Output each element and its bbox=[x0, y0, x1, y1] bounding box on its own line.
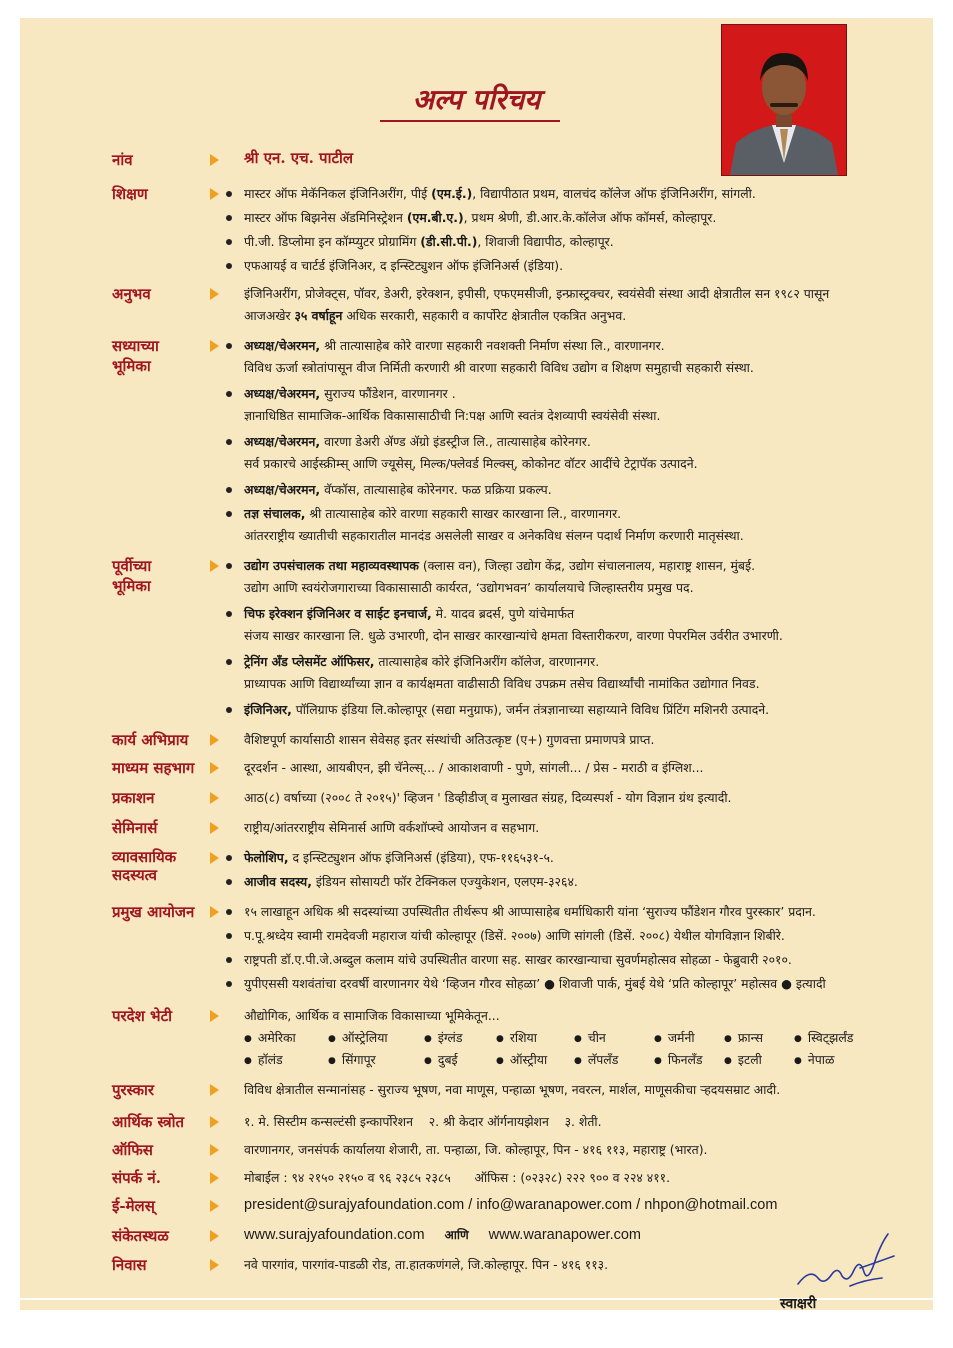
arrow-icon bbox=[210, 1230, 219, 1242]
arrow-icon bbox=[210, 906, 219, 918]
income-text: १. मे. सिस्टीम कन्सल्टंसी इन्कार्पोरेशन २. श्री केदार ऑर्गनायझेशन ३. शेती. bbox=[244, 1114, 602, 1129]
bullet-icon bbox=[226, 391, 232, 397]
role-title: चिफ इरेक्शन इंजिनिअर व साईट इनचार्ज, मे. यादव ब्रदर्स, पुणे यांचेमार्फत bbox=[244, 606, 575, 621]
name-value: श्री एन. एच. पाटील bbox=[244, 149, 354, 167]
and-text: आणि bbox=[444, 1228, 469, 1242]
bullet-icon bbox=[226, 191, 232, 197]
bullet-icon bbox=[226, 511, 232, 517]
membership-item: आजीव सदस्य, इंडियन सोसायटी फॉर टेक्निकल एज्युकेशन, एलएम-३२६४. bbox=[244, 874, 578, 889]
role-title: इंजिनिअर, पॉलिग्राफ इंडिया लि.कोल्हापूर (सद्या मनुग्राफ), जर्मन तंत्रज्ञानाच्या सहाय्याने विविध प्रिंटिंग मशिनरी उत्पादने. bbox=[244, 702, 770, 717]
bullet-icon bbox=[226, 487, 232, 493]
country-item: ● इंग्लंड bbox=[424, 1028, 462, 1050]
arrow-icon bbox=[210, 1144, 219, 1156]
role-description: विविध ऊर्जा स्त्रोतांपासून वीज निर्मिती करणारी श्री वारणा सहकारी विविध उद्योग व शिक्षण समुहाची सहकारी संस्था. bbox=[244, 360, 754, 375]
role-title: अध्यक्ष/चेअरमन, श्री तात्यासाहेब कोरे वारणा सहकारी नवशक्ती निर्माण संस्था लि., वारणानगर. bbox=[244, 338, 665, 353]
emails-text[interactable]: president@surajyafoundation.com / info@waranapower.com / nhpon@hotmail.com bbox=[244, 1197, 778, 1213]
work-appreciation-text: वैशिष्टपूर्ण कार्यासाठी शासन सेवेसह इतर संस्थांची अतिउत्कृष्ट (ए+) गुणवत्ता प्रमाणपत्रे प्राप्त. bbox=[244, 732, 655, 747]
country-list bbox=[244, 1028, 904, 1072]
experience-label: अनुभव bbox=[112, 285, 151, 303]
role-description: उद्योग आणि स्वयंरोजगाराच्या विकासासाठी कार्यरत, ‘उद्योगभवन’ कार्यालयाचे जिल्हास्तरीय प्रमुख पद. bbox=[244, 580, 694, 595]
websites-label: संकेतस्थळ bbox=[112, 1227, 169, 1245]
bullet-icon bbox=[226, 879, 232, 885]
publications-label: प्रकाशन bbox=[112, 789, 155, 807]
arrow-icon bbox=[210, 188, 219, 200]
media-text: दूरदर्शन - आस्था, आयबीएन, झी चॅनेल्स्... / आकाशवाणी - पुणे, सांगली... / प्रेस - मराठी व इंग्लिश... bbox=[244, 760, 704, 775]
role-title: तज्ञ संचालक, श्री तात्यासाहेब कोरे वारणा सहकारी साखर कारखाना लि., वारणानगर. bbox=[244, 506, 622, 521]
income-label: आर्थिक स्त्रोत bbox=[112, 1113, 185, 1131]
role-description: ज्ञानाधिष्ठित सामाजिक-आर्थिक विकासासाठीची नि:पक्ष आणि स्वतंत्र देशव्यापी स्वयंसेवी संस्था. bbox=[244, 408, 661, 423]
arrow-icon bbox=[210, 560, 219, 572]
seminars-label: सेमिनार्स bbox=[112, 819, 158, 837]
arrow-icon bbox=[210, 1116, 219, 1128]
event-item: युपीएससी यशवंतांचा दरवर्षी वारणानगर येथे ‘व्हिजन गौरव सोहळा’ ● शिवाजी पार्क, मुंबई येथे ‘प्रति कोल्हापूर’ महोत्सव ● इत्यादी bbox=[244, 976, 826, 991]
residence-text: नवे पारगांव, पारगांव-पाडळी रोड, ता.हातकणंगले, जि.कोल्हापूर. पिन - ४१६ ११३. bbox=[244, 1257, 609, 1272]
contact-label: संपर्क नं. bbox=[112, 1169, 161, 1187]
country-item: ● अमेरिका bbox=[244, 1028, 296, 1050]
arrow-icon bbox=[210, 1200, 219, 1212]
arrow-icon bbox=[210, 1010, 219, 1022]
bullet-icon bbox=[226, 563, 232, 569]
role-description: प्राध्यापक आणि विद्यार्थ्यांच्या ज्ञान व कार्यक्षमता वाढीसाठी विविध उपक्रम तसेच विद्यार्थ्यांची नामांकित उद्योगात निवड. bbox=[244, 676, 760, 691]
education-item: मास्टर ऑफ मेकॅनिकल इंजिनिअरींग, पीई (एम.ई.), विद्यापीठात प्रथम, वालचंद कॉलेज ऑफ इंजिनिअरींग, सांगली. bbox=[244, 186, 756, 201]
experience-line: इंजिनिअरींग, प्रोजेक्ट्स, पॉवर, डेअरी, इरेक्शन, इपीसी, एफएमसीजी, इन्फ्रास्ट्रक्चर, स्वयंसेवी संस्था आदी क्षेत्रातील सन १९८२ पासून bbox=[244, 286, 830, 301]
bullet-icon bbox=[226, 933, 232, 939]
country-item: ● दुबई bbox=[424, 1050, 458, 1072]
education-label: शिक्षण bbox=[112, 185, 148, 203]
bullet-icon bbox=[226, 981, 232, 987]
arrow-icon bbox=[210, 340, 219, 352]
bullet-icon bbox=[226, 263, 232, 269]
country-item: ● लॅपलॅंड bbox=[574, 1050, 618, 1072]
awards-text: विविध क्षेत्रातील सन्मानांसह - सुराज्य भूषण, नवा माणूस, पन्हाळा भूषण, नवरत्न, मार्शल, माणूसकीचा ऱ्हदयसम्राट आदी. bbox=[244, 1082, 781, 1097]
country-item: ● ऑस्ट्रेलिया bbox=[328, 1028, 388, 1050]
contact-text: मोबाईल : ९४ २१५० २१५० व ९६ २३८५ २३८५ ऑफिस : (०२३२८) २२२ ९०० व २२४ ४११. bbox=[244, 1170, 671, 1185]
bullet-icon bbox=[226, 439, 232, 445]
bullet-icon bbox=[226, 957, 232, 963]
bullet-icon bbox=[226, 611, 232, 617]
arrow-icon bbox=[210, 762, 219, 774]
role-title: अध्यक्ष/चेअरमन, सुराज्य फौंडेशन, वारणानगर . bbox=[244, 386, 456, 401]
website-link[interactable]: www.waranapower.com bbox=[488, 1227, 641, 1243]
education-item: मास्टर ऑफ बिझनेस ॲडमिनिस्ट्रेशन (एम.बी.ए.), प्रथम श्रेणी, डी.आर.के.कॉलेज ऑफ कॉमर्स, कोल्हापूर. bbox=[244, 210, 717, 225]
country-item: ● ऑस्ट्रीया bbox=[496, 1050, 547, 1072]
country-item: ● नेपाळ bbox=[794, 1050, 834, 1072]
title-underline bbox=[380, 120, 560, 122]
arrow-icon bbox=[210, 288, 219, 300]
arrow-icon bbox=[210, 734, 219, 746]
country-item: ● रशिया bbox=[496, 1028, 537, 1050]
role-description: संजय साखर कारखाना लि. धुळे उभारणी, दोन साखर कारखान्यांचे क्षमता विस्तारीकरण, वारणा पेपरमिल उर्वरीत उभारणी. bbox=[244, 628, 783, 643]
role-description: सर्व प्रकारचे आईस्क्रीम्स् आणि ज्यूसेस्, मिल्क/फ्लेवर्ड मिल्क्स्, कोकोनट वॉटर आदींचे टेट्रापॅक उत्पादने. bbox=[244, 456, 698, 471]
bullet-icon bbox=[226, 239, 232, 245]
page-title: अल्प परिचय bbox=[412, 83, 541, 116]
role-title: अध्यक्ष/चेअरमन, वॅप्कॉस, तात्यासाहेब कोरेनगर. फळ प्रक्रिया प्रकल्प. bbox=[244, 482, 552, 497]
country-item: ● हॉलंड bbox=[244, 1050, 283, 1072]
arrow-icon bbox=[210, 1084, 219, 1096]
arrow-icon bbox=[210, 1259, 219, 1271]
country-item: ● इटली bbox=[724, 1050, 762, 1072]
arrow-icon bbox=[210, 1172, 219, 1184]
awards-label: पुरस्कार bbox=[112, 1081, 155, 1099]
education-item: पी.जी. डिप्लोमा इन कॉम्प्युटर प्रोग्रामिंग (डी.सी.पी.), शिवाजी विद्यापीठ, कोल्हापूर. bbox=[244, 234, 614, 249]
publications-text: आठ(८) वर्षाच्या (२००८ ते २०१५)' व्हिजन ' डिव्हीडीज् व मुलाखत संग्रह, दिव्यस्पर्श - योग विज्ञान ग्रंथ इत्यादी. bbox=[244, 790, 732, 805]
arrow-icon bbox=[210, 792, 219, 804]
bullet-icon bbox=[226, 909, 232, 915]
emails-label: ई-मेलस् bbox=[112, 1197, 155, 1215]
country-item: ● चीन bbox=[574, 1028, 606, 1050]
bullet-icon bbox=[226, 707, 232, 713]
website-link[interactable]: www.surajyafoundation.com bbox=[244, 1227, 425, 1243]
country-item: ● सिंगापूर bbox=[328, 1050, 376, 1072]
membership-item: फेलोशिप, द इन्स्टिट्युशन ऑफ इंजिनिअर्स (इंडिया), एफ-११६५३१-५. bbox=[244, 850, 554, 865]
role-title: अध्यक्ष/चेअरमन, वारणा डेअरी ॲण्ड ॲग्रो इंडस्ट्रीज लि., तात्यासाहेब कोरेनगर. bbox=[244, 434, 591, 449]
role-title: उद्योग उपसंचालक तथा महाव्यवस्थापक (क्लास वन), जिल्हा उद्योग केंद्र, उद्योग संचालनालय, महाराष्ट्र शासन, मुंबई. bbox=[244, 558, 756, 573]
bullet-icon bbox=[226, 215, 232, 221]
country-item: ● फिनलॅंड bbox=[654, 1050, 703, 1072]
past-roles-label: पूर्वीच्या भूमिका bbox=[112, 557, 152, 595]
event-item: १५ लाखाहून अधिक श्री सदस्यांच्या उपस्थितीत तीर्थरूप श्री आप्पासाहेब धर्माधिकारी यांना ‘सुराज्य फौंडेशन गौरव पुरस्कार’ प्रदान. bbox=[244, 904, 816, 919]
office-label: ऑफिस bbox=[112, 1141, 153, 1159]
work-appreciation-label: कार्य अभिप्राय bbox=[112, 731, 189, 749]
role-description: आंतरराष्ट्रीय ख्यातीची सहकारातील मानदंड असलेली साखर व अनेकविध संलग्न पदार्थ निर्माण करणारी मातृसंस्था. bbox=[244, 528, 744, 543]
seminars-text: राष्ट्रीय/आंतरराष्ट्रीय सेमिनार्स आणि वर्कशॉप्स्चे आयोजन व सहभाग. bbox=[244, 820, 540, 835]
country-item: ● स्विट्झर्लंड bbox=[794, 1028, 853, 1050]
office-text: वारणानगर, जनसंपर्क कार्यालया शेजारी, ता. पन्हाळा, जि. कोल्हापूर, पिन - ४१६ ११३, महाराष्ट्र (भारत). bbox=[244, 1142, 708, 1157]
foreign-visits-label: परदेश भेटी bbox=[112, 1007, 173, 1025]
country-item: ● फ्रान्स bbox=[724, 1028, 763, 1050]
memberships-label: व्यावसायिक सदस्यत्व bbox=[112, 848, 177, 884]
experience-line: आजअखेर ३५ वर्षाहून अधिक सरकारी, सहकारी व कार्पोरेट क्षेत्रातील एकत्रित अनुभव. bbox=[244, 308, 627, 323]
event-item: प.पू.श्रध्देय स्वामी रामदेवजी महाराज यांची कोल्हापूर (डिसें. २००७) आणि सांगली (डिसें. २००८) येथील योगविज्ञान शिबीरे. bbox=[244, 928, 785, 943]
arrow-icon bbox=[210, 852, 219, 864]
bullet-icon bbox=[226, 855, 232, 861]
current-roles-label: सध्याच्या भूमिका bbox=[112, 337, 159, 375]
media-label: माध्यम सहभाग bbox=[112, 759, 195, 777]
event-item: राष्ट्रपती डॉ.ए.पी.जे.अब्दुल कलाम यांचे उपस्थितीत वारणा सह. साखर कारखान्याचा सुवर्णमहोत्सव सोहळा - फेब्रुवारी २०१०. bbox=[244, 952, 792, 967]
arrow-icon bbox=[210, 822, 219, 834]
bullet-icon bbox=[226, 343, 232, 349]
signature-label: स्वाक्षरी bbox=[780, 1296, 817, 1312]
name-label: नांव bbox=[112, 151, 133, 169]
foreign-visits-intro: औद्योगिक, आर्थिक व सामाजिक विकासाच्या भूमिकेतून... bbox=[244, 1008, 500, 1023]
bullet-icon bbox=[226, 659, 232, 665]
country-item: ● जर्मनी bbox=[654, 1028, 695, 1050]
role-title: ट्रेनिंग ॲंड प्लेसमेंट ऑफिसर, तात्यासाहेब कोरे इंजिनिअरींग कॉलेज, वारणानगर. bbox=[244, 654, 600, 669]
arrow-icon bbox=[210, 154, 219, 166]
signature-image bbox=[790, 1228, 900, 1298]
events-label: प्रमुख आयोजन bbox=[112, 903, 195, 921]
education-item: एफआयई व चार्टर्ड इंजिनिअर, द इन्स्टिट्युशन ऑफ इंजिनिअर्स (इंडिया). bbox=[244, 258, 564, 273]
residence-label: निवास bbox=[112, 1256, 147, 1274]
